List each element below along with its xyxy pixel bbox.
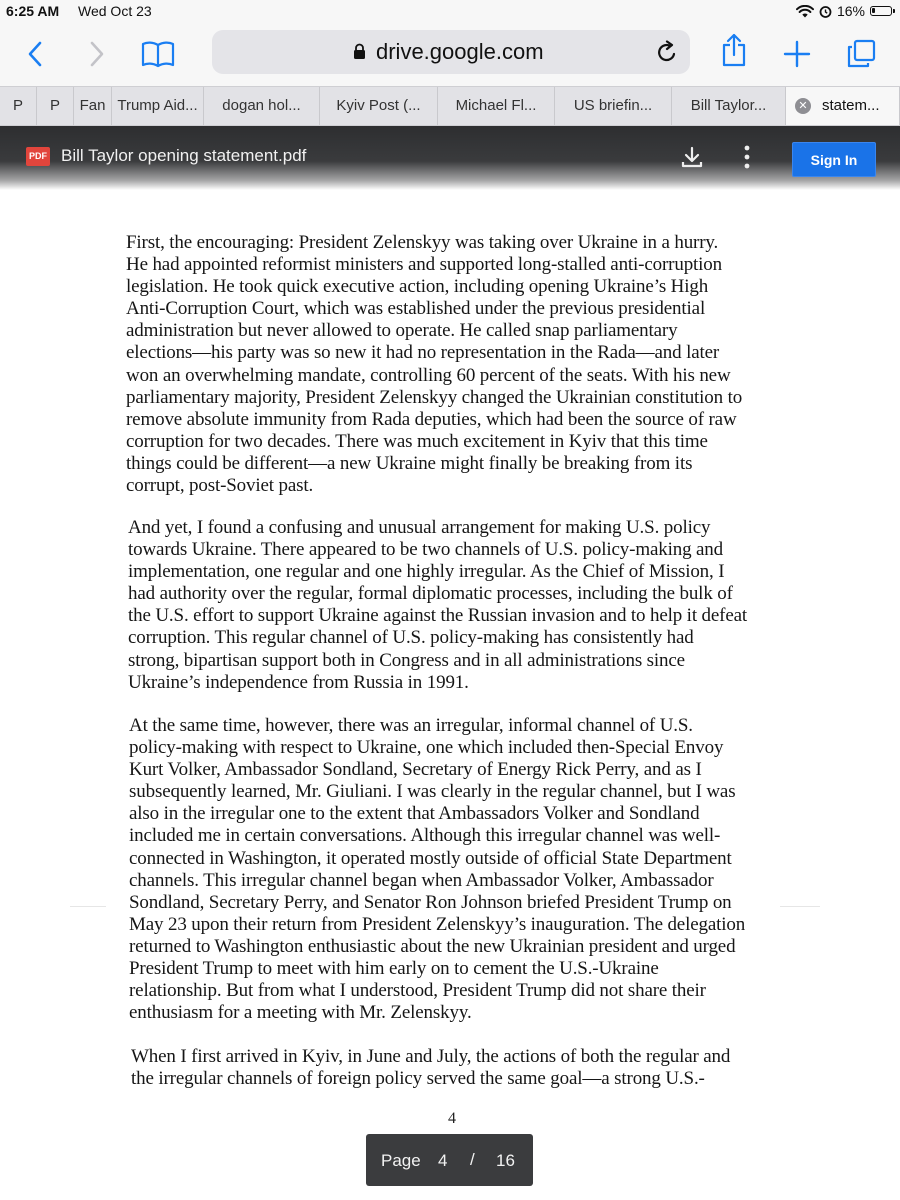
status-right: [796, 3, 892, 19]
pdf-file-icon: PDF: [26, 147, 50, 166]
browser-tab[interactable]: Fan: [74, 87, 112, 125]
browser-tab[interactable]: Bill Taylor...: [672, 87, 786, 125]
plus-icon: [783, 40, 811, 68]
browser-tab[interactable]: US briefin...: [555, 87, 672, 125]
wifi-icon: [796, 5, 814, 18]
bookmarks-button[interactable]: [140, 36, 176, 72]
sign-in-button[interactable]: Sign In: [792, 142, 876, 177]
status-time: 6:25 AM: [6, 3, 60, 19]
back-button[interactable]: [17, 36, 53, 72]
lock-icon: [353, 43, 366, 60]
current-page: 4: [438, 1151, 448, 1170]
paragraph: First, the encouraging: President Zelenskyy was taking over Ukraine in a hurry. He had appointed reformist ministers and supported long-stalled anti-corruption legislation. He took quick executive action, including opening Ukraine’s High Anti-Corruption Court, which was established under the previous presidential administration but never allowed to operate. He called snap parliamentary elections—his party was so new it had no representation in the Rada—and later won an overwhelming mandate, controlling 60 percent of the seats. With his new parliamentary majority, President Zelenskyy changed the Ukrainian constitution to remove absolute immunity from Rada deputies, which had been the source of raw corruption for two decades. There was much excitement in Kyiv that this time things could be different—a new Ukraine might finally be breaking from its corrupt, post-Soviet past.: [126, 232, 743, 497]
pdf-viewer-header: [0, 126, 900, 190]
download-icon[interactable]: [680, 145, 704, 169]
chevron-right-icon: [89, 41, 105, 67]
browser-tab[interactable]: P: [0, 87, 37, 125]
url-text: drive.google.com: [376, 39, 544, 64]
close-icon[interactable]: ✕: [795, 98, 811, 114]
tab-bar: [0, 86, 900, 126]
status-bar: [0, 0, 900, 22]
total-pages: 16: [496, 1151, 515, 1170]
reload-icon[interactable]: [656, 40, 678, 64]
battery-fill: [872, 8, 875, 13]
chevron-left-icon: [27, 41, 43, 67]
paragraph: When I first arrived in Kyiv, in June and July, the actions of both the regular and the irregular channels of foreign policy served the same goal—a strong U.S.-: [131, 1046, 731, 1090]
share-icon: [721, 33, 747, 67]
scan-mark: [70, 906, 106, 907]
browser-toolbar: [0, 22, 900, 86]
page-indicator: [366, 1134, 533, 1186]
page-number: 4: [448, 1110, 456, 1127]
browser-tab-active[interactable]: ✕ statem...: [786, 87, 900, 125]
more-vertical-icon[interactable]: [742, 144, 752, 170]
forward-button[interactable]: [79, 36, 115, 72]
browser-tab[interactable]: Kyiv Post (...: [320, 87, 438, 125]
browser-tab[interactable]: dogan hol...: [204, 87, 320, 125]
browser-tab[interactable]: P: [37, 87, 74, 125]
pdf-title: Bill Taylor opening statement.pdf: [61, 146, 307, 165]
address-bar[interactable]: [212, 30, 690, 74]
battery-icon: [870, 6, 892, 16]
book-icon: [141, 40, 175, 68]
status-date: Wed Oct 23: [78, 3, 152, 19]
page-label: Page: [381, 1151, 421, 1170]
new-tab-button[interactable]: [779, 36, 815, 72]
browser-tab[interactable]: Michael Fl...: [438, 87, 555, 125]
paragraph: At the same time, however, there was an irregular, informal channel of U.S. policy-making with respect to Ukraine, one which included then-Special Envoy Kurt Volker, Ambassador Sondland, Secretary of Energy Rick Perry, and as I subsequently learned, Mr. Giuliani. I was clearly in the regular channel, but I was also in the irregular one to the extent that Ambassadors Volker and Sondland included me in certain conversations. Although this irregular channel was well- connected in Washington, it operated mostly outside of official State Department channels. This irregular channel began when Ambassador Volker, Ambassador Sondland, Secretary Perry, and Senator Ron Johnson briefed President Trump on May 23 upon their return from President Zelenskyy’s inauguration. The delegation returned to Washington enthusiastic about the new Ukrainian president and urged President Trump to meet with him early on to cement the U.S.-Ukraine relationship. But from what I understood, President Trump did not share their enthusiasm for a meeting with Mr. Zelenskyy.: [129, 715, 746, 1024]
tabs-icon: [846, 39, 876, 69]
alarm-icon: [819, 5, 832, 18]
browser-tab[interactable]: Trump Aid...: [112, 87, 204, 125]
battery-percent: 16%: [836, 3, 865, 19]
tabs-overview-button[interactable]: [843, 36, 879, 72]
page-separator: /: [470, 1150, 475, 1169]
share-button[interactable]: [716, 32, 752, 68]
scan-mark: [780, 906, 820, 907]
paragraph: And yet, I found a confusing and unusual arrangement for making U.S. policy towards Ukraine. There appeared to be two channels of U.S. policy-making and implementation, one regular and one highly irregular. As the Chief of Mission, I had authority over the regular, formal diplomatic processes, including the bulk of the U.S. effort to support Ukraine against the Russian invasion and to help it defeat corruption. This regular channel of U.S. policy-making has consistently had strong, bipartisan support both in Congress and in all administrations since Ukraine’s independence from Russia in 1991.: [128, 517, 748, 693]
